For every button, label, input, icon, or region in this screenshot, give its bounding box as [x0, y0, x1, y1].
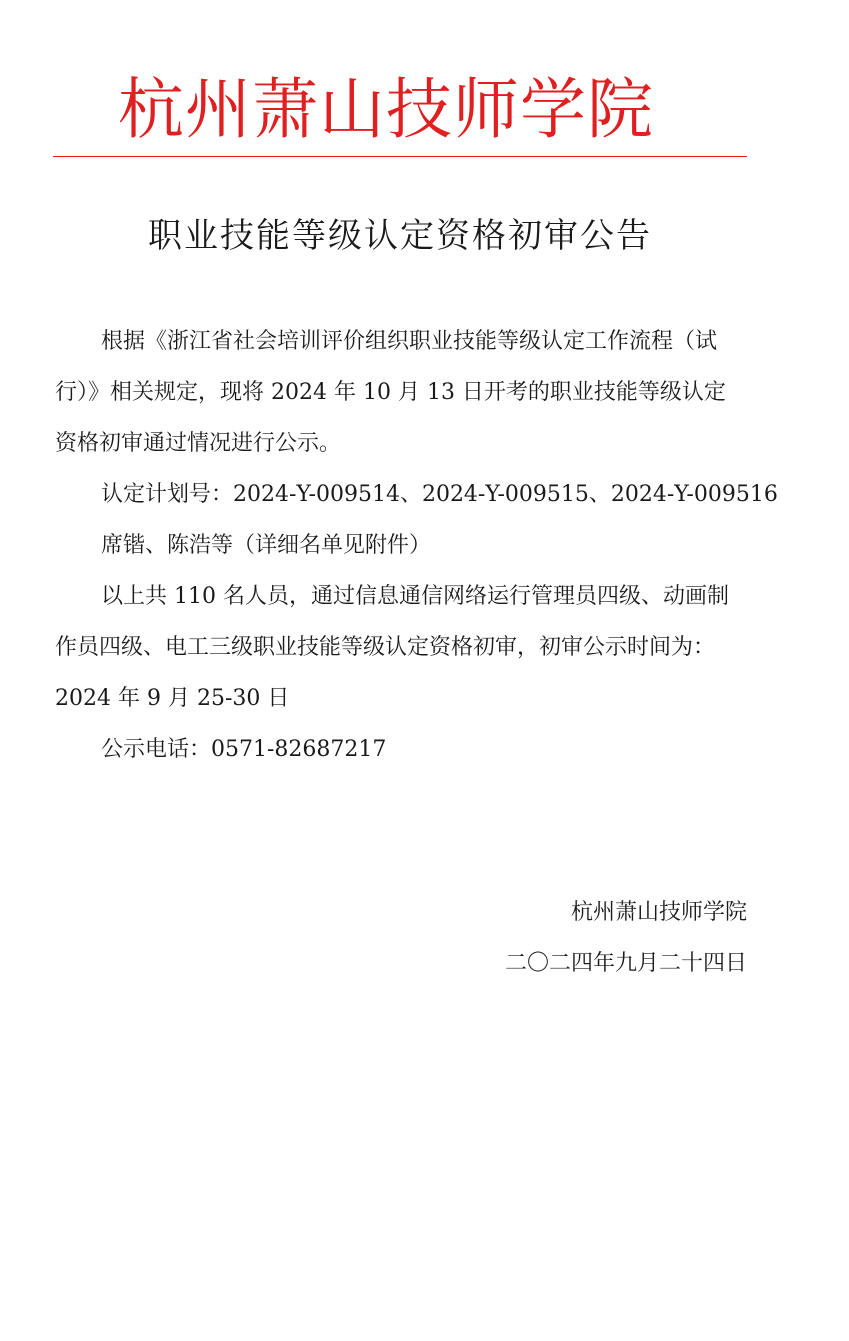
candidate-names: 席锴、陈浩等（详细名单见附件）: [101, 533, 432, 558]
document-body: [55, 316, 778, 775]
plan-numbers: 认定计划号：2024-Y-009514、2024-Y-009515、2024-Y-009516: [101, 482, 778, 507]
paragraph-2-line-3: 2024 年 9 月 25-30 日: [55, 686, 290, 711]
signature-org: 杭州萧山技师学院: [570, 900, 747, 925]
paragraph-2-line-2: 作员四级、电工三级职业技能等级认定资格初审，初审公示时间为：: [55, 635, 716, 660]
paragraph-1-line-2: 行）》相关规定，现将 2024 年 10 月 13 日开考的职业技能等级认定: [55, 380, 726, 405]
letterhead-divider: [53, 156, 747, 157]
letterhead-org-name: 杭州萧山技师学院: [118, 71, 654, 148]
paragraph-2-line-1: 以上共 110 名人员，通过信息通信网络运行管理员四级、动画制: [101, 584, 729, 609]
paragraph-1-line-3: 资格初审通过情况进行公示。: [55, 431, 342, 456]
signature-date: 二〇二四年九月二十四日: [504, 951, 747, 976]
contact-phone: 公示电话：0571-82687217: [101, 737, 387, 762]
page-title: 职业技能等级认定资格初审公告: [148, 216, 652, 256]
paragraph-1-line-1: 根据《浙江省社会培训评价组织职业技能等级认定工作流程（试: [101, 329, 718, 354]
